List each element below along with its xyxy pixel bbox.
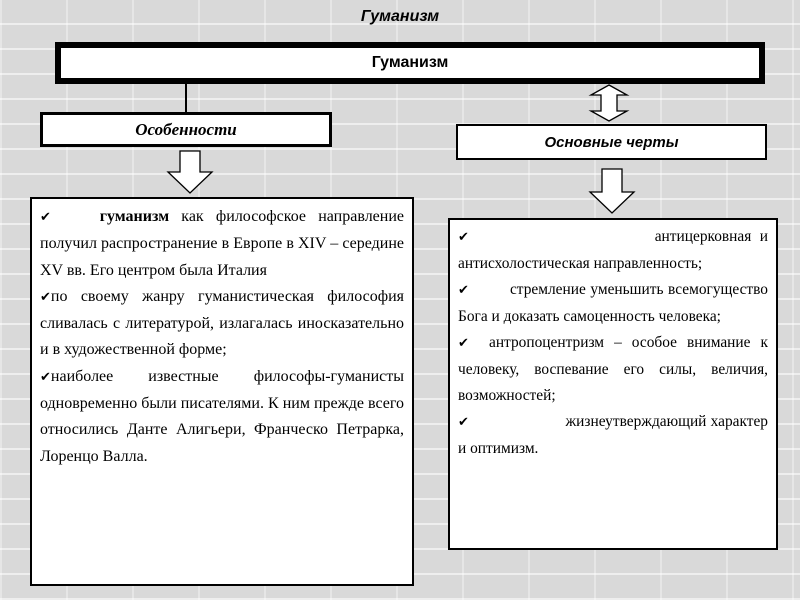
down-arrow-left-icon (166, 150, 214, 194)
traits-item-1 (458, 224, 768, 277)
features-item-2 (40, 284, 404, 364)
features-item-1 (40, 204, 404, 284)
down-arrow-right-icon (588, 168, 636, 214)
features-header-label: Особенности (135, 119, 237, 139)
features-header (40, 112, 332, 147)
traits-item-2 (458, 277, 768, 330)
features-item-1-text: как философское направление получил распространение в Европе в XIV – середине XV вв. Его центром была Италия (40, 208, 405, 279)
traits-item-1-text: антицерковная и антисхолостическая направленность; (458, 228, 768, 272)
main-traits-header (456, 124, 767, 160)
double-arrow-icon (588, 84, 630, 122)
features-item-1-bold: гуманизм (99, 208, 170, 225)
traits-item-2-text: стремление уменьшить всемогущество Бога и доказать самоценность человека; (458, 281, 768, 325)
features-item-3 (40, 364, 404, 470)
check-icon: ✔ (458, 283, 469, 298)
page-title: Гуманизм (360, 8, 440, 25)
features-item-2-text: по своему жанру гуманистическая философия сливалась с литературой, излагалась иносказательно и в художественной форме; (40, 287, 404, 359)
features-content-box (30, 197, 414, 586)
traits-item-3 (458, 330, 768, 409)
traits-item-4 (458, 409, 768, 462)
check-icon: ✔ (458, 230, 469, 245)
main-concept-label: Гуманизм (371, 54, 449, 71)
traits-item-4-text: жизнеутверждающий характер и оптимизм. (458, 413, 768, 457)
main-concept-box (55, 42, 765, 84)
connector-line (185, 84, 187, 112)
main-traits-content-box (448, 218, 778, 550)
check-icon: ✔ (458, 415, 469, 430)
check-icon: ✔ (40, 289, 51, 305)
traits-item-3-text: антропоцентризм – особое внимание к человеку, воспевание его силы, величия, возможностей; (458, 334, 769, 404)
features-item-3-text: наиболее известные философы-гуманисты одновременно были писателями. К ним прежде всего относились Данте Алигьери, Франческо Петрарка, Лоренцо Валла. (40, 367, 404, 465)
main-traits-header-label: Основные черты (544, 133, 679, 151)
check-icon: ✔ (40, 210, 51, 225)
check-icon: ✔ (458, 336, 469, 351)
check-icon: ✔ (40, 369, 51, 385)
